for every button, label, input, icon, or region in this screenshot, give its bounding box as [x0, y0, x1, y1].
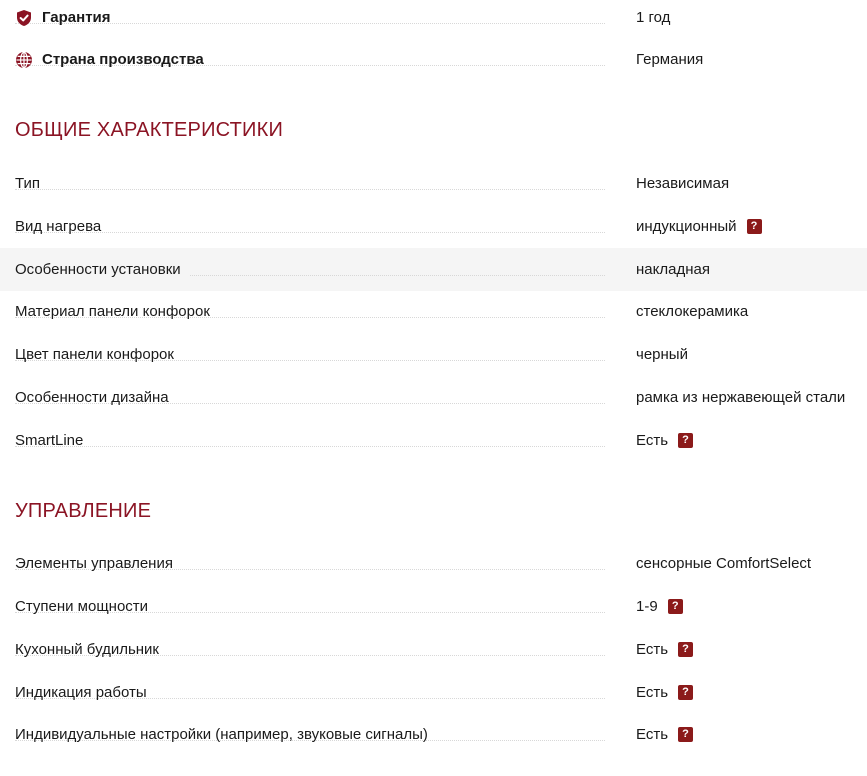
spec-value-text: стеклокерамика: [636, 302, 749, 320]
section-title-general: ОБЩИЕ ХАРАКТЕРИСТИКИ: [15, 119, 284, 141]
spec-value: [636, 218, 762, 236]
spec-value: [636, 641, 693, 659]
spec-row: [0, 542, 867, 585]
spec-value-text: Независимая: [636, 174, 730, 192]
spec-row: [0, 290, 867, 333]
spec-label-text: Страна производства: [42, 50, 204, 68]
spec-value-text: черный: [636, 345, 688, 363]
help-icon[interactable]: ?: [678, 433, 693, 448]
dotted-leader: [15, 189, 605, 190]
help-icon[interactable]: ?: [678, 685, 693, 700]
spec-row: [0, 713, 867, 756]
spec-label: Ступени мощности: [15, 597, 149, 615]
spec-row: [0, 376, 867, 419]
spec-row-highlighted: [0, 248, 867, 291]
spec-label: Элементы управления: [15, 554, 173, 572]
spec-value-text: 1-9: [636, 597, 658, 615]
spec-value: Германия: [636, 50, 704, 68]
spec-value: [636, 303, 748, 321]
spec-value: [636, 261, 710, 279]
spec-value-text: Есть: [636, 431, 669, 449]
help-icon[interactable]: ?: [678, 727, 693, 742]
spec-value-text: рамка из нержавеющей стали: [636, 388, 846, 406]
spec-value: [636, 684, 693, 702]
spec-row-country: [0, 38, 867, 81]
dotted-leader: [15, 446, 605, 447]
spec-value: [636, 346, 688, 364]
spec-label: Кухонный будильник: [15, 640, 159, 658]
spec-row: [0, 205, 867, 248]
globe-icon: [15, 51, 33, 69]
spec-label: SmartLine: [15, 431, 84, 449]
spec-value: [636, 598, 683, 616]
spec-label: Особенности дизайна: [15, 388, 169, 406]
spec-value-text: Есть: [636, 640, 669, 658]
spec-label: [15, 9, 119, 27]
spec-value: 1 год: [636, 8, 671, 26]
spec-row: [0, 628, 867, 671]
spec-row: [0, 162, 867, 205]
spec-label: Особенности установки: [15, 261, 189, 279]
spec-label-text: Гарантия: [42, 8, 111, 26]
spec-row: [0, 333, 867, 376]
spec-label: Тип: [15, 174, 41, 192]
spec-value: [636, 175, 729, 193]
spec-label: Вид нагрева: [15, 217, 102, 235]
spec-value-text: Есть: [636, 725, 669, 743]
spec-row: [0, 585, 867, 628]
shield-check-icon: [15, 9, 33, 27]
spec-value: [636, 726, 693, 744]
help-icon[interactable]: ?: [678, 642, 693, 657]
spec-value-text: индукционный: [636, 217, 737, 235]
spec-row: [0, 419, 867, 462]
section-title-controls: УПРАВЛЕНИЕ: [15, 500, 152, 522]
spec-value-text: сенсорные ComfortSelect: [636, 554, 812, 572]
spec-label: Индикация работы: [15, 683, 147, 701]
spec-row: [0, 671, 867, 714]
spec-label: Индивидуальные настройки (например, звуковые сигналы): [15, 725, 428, 743]
spec-label: Материал панели конфорок: [15, 302, 210, 320]
spec-label: Цвет панели конфорок: [15, 345, 174, 363]
spec-value: [636, 555, 811, 573]
spec-value: [636, 389, 845, 407]
spec-value-text: Есть: [636, 683, 669, 701]
spec-row-warranty: [0, 0, 867, 39]
help-icon[interactable]: ?: [668, 599, 683, 614]
spec-value: [636, 432, 693, 450]
spec-label: [15, 51, 212, 69]
help-icon[interactable]: ?: [747, 219, 762, 234]
spec-value-text: накладная: [636, 260, 710, 278]
